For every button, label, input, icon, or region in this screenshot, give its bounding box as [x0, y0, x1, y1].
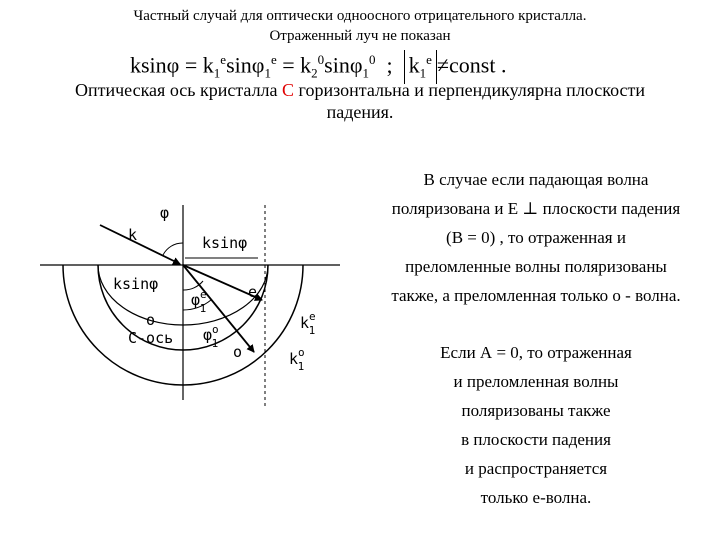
label-k: k — [128, 226, 138, 244]
formula-sub: 1 — [213, 65, 221, 81]
right-paragraph-2-line-3: поляризованы также — [461, 401, 611, 420]
formula-sup: 0 — [317, 52, 325, 67]
right-paragraph-1-line-1: В случае если падающая волна — [423, 170, 649, 189]
label-ksin-left: ksinφ — [113, 275, 159, 293]
label-k1e: $k^e$ 1 — [300, 310, 316, 337]
formula-sub: 1 — [264, 65, 271, 81]
axis-text: Оптическая ось кристалла — [74, 80, 283, 100]
abs-k-sup: e — [426, 52, 432, 67]
label-e: e — [248, 283, 258, 301]
label-o: o — [233, 343, 243, 361]
right-paragraph-1-line-3: (В = 0) , то отраженная и — [446, 228, 626, 247]
formula-sub: 1 — [362, 65, 370, 81]
c-axis-symbol: o — [146, 311, 156, 329]
axis-c-letter: С — [282, 80, 295, 100]
right-paragraph-1-line-4: преломленные волны поляризованы — [405, 257, 667, 276]
formula-part: sinφ — [226, 52, 265, 78]
right-paragraph-2-line-2: и преломленная волны — [453, 372, 619, 391]
c-axis-label: C-ось — [128, 329, 174, 347]
neq-const: ≠const — [436, 52, 496, 78]
label-ksin-right: ksinφ — [202, 234, 248, 252]
label-phi1o: $\varphi^o$ 1 — [203, 323, 219, 350]
optical-axis-line-2: падения. — [326, 102, 394, 122]
right-paragraph-1-line-2: поляризована и Е ⊥ плоскости падения — [391, 199, 681, 218]
axis-text: горизонтальна и перпендикулярна плоскости — [294, 80, 646, 100]
formula-sup: e — [270, 52, 277, 67]
abs-k-sub: 1 — [419, 65, 427, 81]
right-paragraph-2-line-5: и распространяется — [464, 459, 608, 478]
formula-part: = k — [276, 52, 312, 78]
formula-part: sinφ — [324, 52, 363, 78]
optical-axis-line-1 — [0, 80, 720, 101]
label-k1o: $k^o$ 1 — [289, 346, 305, 373]
label-phi: φ — [160, 205, 170, 222]
formula-end: . — [495, 52, 507, 78]
right-paragraph-1-line-5: также, а преломленная только о - волна. — [391, 286, 681, 305]
formula-sup: 0 — [369, 52, 376, 67]
incident-ray-k — [100, 225, 180, 264]
formula-part: ksinφ = k — [130, 52, 214, 78]
slide-title-line-2: Отраженный луч не показан — [269, 28, 451, 44]
incidence-angle-arc — [163, 243, 183, 255]
abs-value — [404, 50, 437, 84]
formula-sub: 2 — [311, 65, 318, 81]
slide-title-line-1: Частный случай для оптически одноосного отрицательного кристалла. — [133, 8, 587, 24]
formula-separator: ; — [375, 52, 404, 78]
abs-k: k — [408, 52, 420, 78]
label-phi1e: $\varphi^e$ 1 — [191, 288, 207, 315]
formula-sup: e — [220, 52, 227, 67]
snell-formula — [130, 50, 506, 84]
right-paragraph-2-line-6: только е-волна. — [480, 488, 592, 507]
right-paragraph-2-line-1: Если А = 0, то отраженная — [440, 343, 632, 362]
right-paragraph-2-line-4: в плоскости падения — [461, 430, 611, 449]
refraction-diagram — [0, 205, 360, 410]
